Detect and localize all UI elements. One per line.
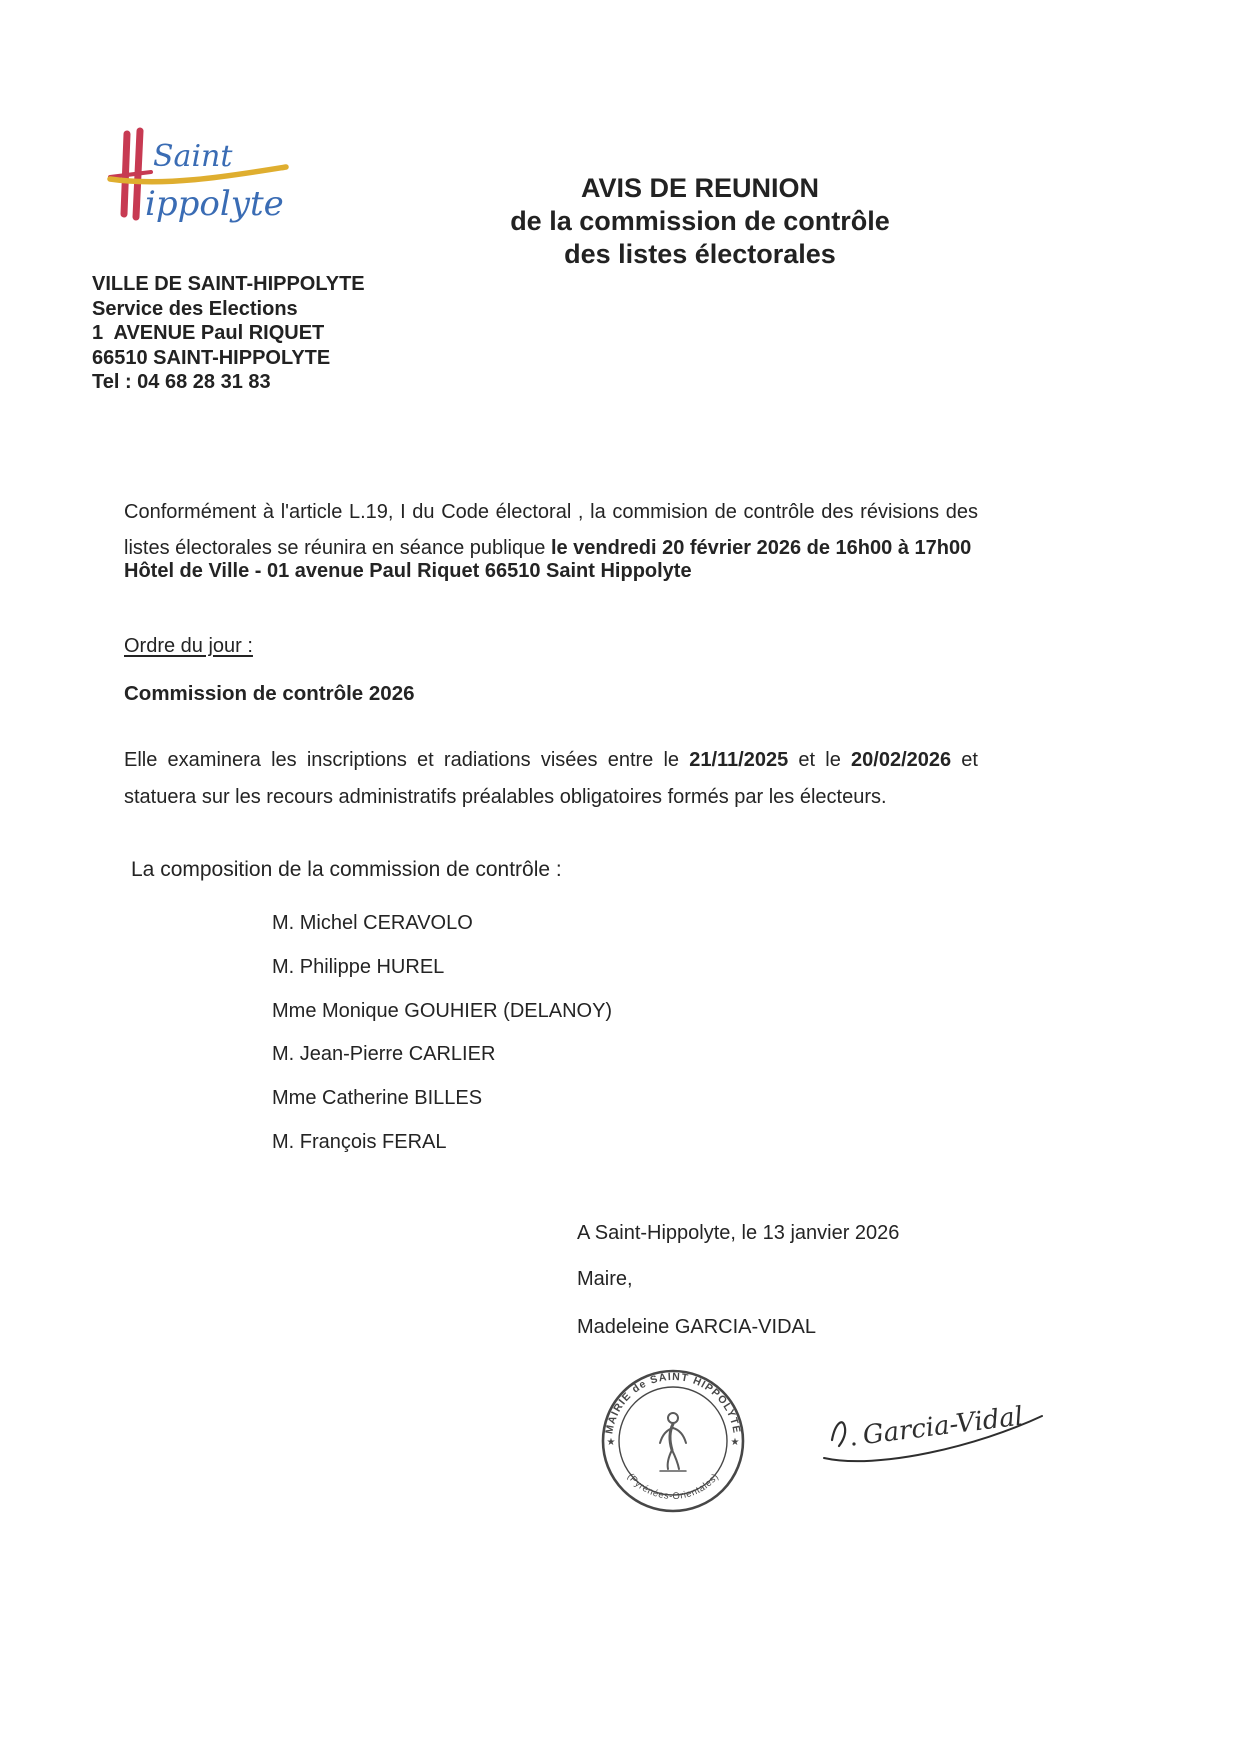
closing-signatory-name: Madeleine GARCIA-VIDAL <box>577 1316 816 1338</box>
municipal-stamp-icon <box>598 1366 748 1516</box>
review-text-1: Elle examinera les inscriptions et radiations visées entre le <box>124 749 690 771</box>
sender-postal-city: 66510 SAINT-HIPPOLYTE <box>92 346 331 369</box>
intro-text: Conformément à l'article L.19, I du Code électoral , la commision de contrôle des révisions des listes électorales se réunira en séance publique <box>124 501 978 559</box>
agenda-item: Commission de contrôle 2026 <box>124 682 415 705</box>
sender-street: 1 AVENUE Paul RIQUET <box>92 322 325 345</box>
logo-hippolyte-text: ippolyte <box>145 184 284 224</box>
notice-title-line1: AVIS DE REUNION <box>580 173 820 203</box>
meeting-datetime: le vendredi 20 février 2026 de 16h00 à 17h00 <box>550 537 972 559</box>
member-item: Mme Catherine BILLES <box>272 1087 483 1110</box>
notice-title-line2: de la commission de contrôle <box>510 206 890 236</box>
sender-city: VILLE DE SAINT-HIPPOLYTE <box>92 273 365 295</box>
closing-place-date: A Saint-Hippolyte, le 13 janvier 2026 <box>577 1222 900 1244</box>
agenda-heading: Ordre du jour : <box>124 635 253 657</box>
notice-title-line3: des listes électorales <box>564 239 836 269</box>
sender-address-block <box>92 272 365 395</box>
period-end-date: 20/02/2026 <box>851 749 952 771</box>
sender-phone: Tel : 04 68 28 31 83 <box>92 371 271 394</box>
svg-text:(Pyrénées-Orientales) <box>625 1471 721 1502</box>
closing-role: Maire, <box>577 1268 633 1290</box>
stamp-emblem <box>660 1413 686 1471</box>
member-item: M. Philippe HUREL <box>272 955 445 978</box>
member-list <box>272 902 612 1165</box>
city-logo-graphic <box>105 122 300 240</box>
intro-paragraph <box>124 494 978 566</box>
member-item: M. Jean-Pierre CARLIER <box>272 1043 496 1066</box>
member-item: M. François FERAL <box>272 1130 447 1153</box>
period-start-date: 21/11/2025 <box>689 749 789 771</box>
sender-service: Service des Elections <box>92 297 298 320</box>
notice-title <box>420 172 980 271</box>
stamp-star-right-icon: ★ <box>730 1437 740 1448</box>
stamp-arc-top-text: MAIRIE de SAINT HIPPOLYTE <box>603 1370 743 1435</box>
composition-heading: La composition de la commission de contrôle : <box>131 858 562 881</box>
review-paragraph <box>124 742 978 815</box>
signature-graphic <box>818 1388 1048 1488</box>
signature-text: Garcia-Vidal <box>861 1401 1025 1451</box>
review-text-2: et le <box>788 749 852 771</box>
member-item: Mme Monique GOUHIER (DELANOY) <box>272 999 613 1022</box>
review-text-3: et statuera sur les recours administratifs préalables obligatoires formés par les électeurs. <box>124 749 978 808</box>
member-item: M. Michel CERAVOLO <box>272 912 473 934</box>
stamp-star-left-icon: ★ <box>606 1437 616 1448</box>
stamp-arc-bottom-text: (Pyrénées-Orientales) <box>624 1471 722 1503</box>
city-logo <box>105 122 300 240</box>
stamp-graphic <box>598 1366 748 1516</box>
venue-line: Hôtel de Ville - 01 avenue Paul Riquet 66510 Saint Hippolyte <box>124 560 692 582</box>
logo-saint-text: Saint <box>153 139 233 174</box>
handwritten-signature <box>818 1388 1048 1488</box>
